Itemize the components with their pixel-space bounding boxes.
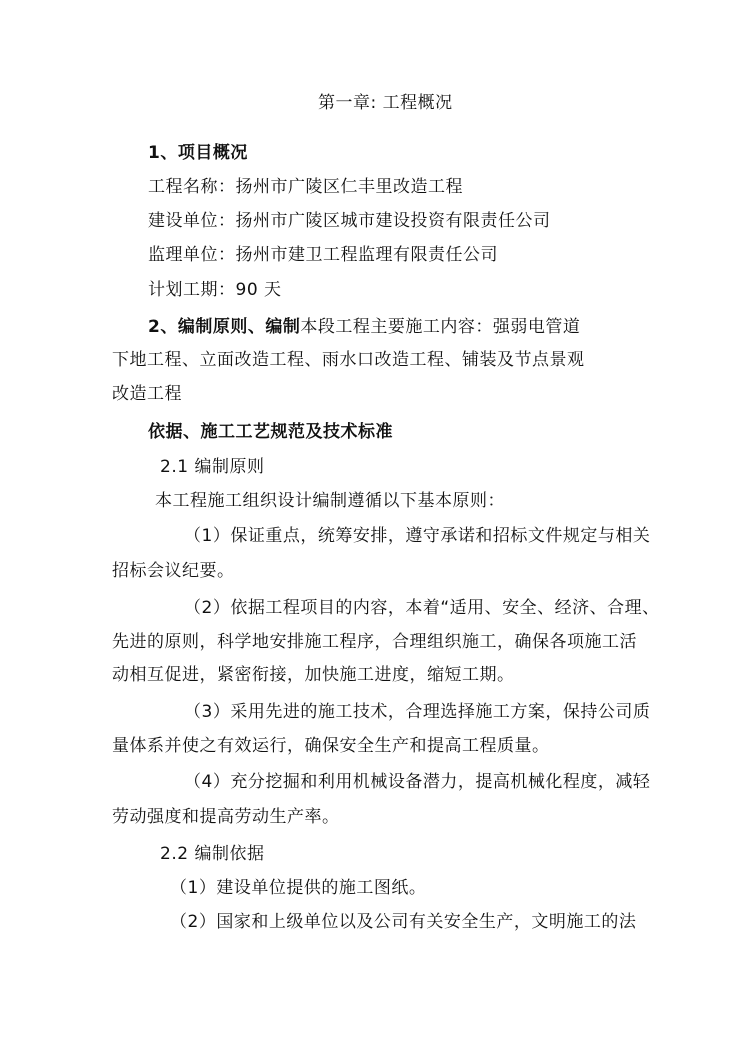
project-name-line: 工程名称：扬州市广陵区仁丰里改造工程 bbox=[148, 177, 463, 197]
section-1-heading: 1、项目概况 bbox=[148, 143, 248, 163]
period-line: 计划工期：90 天 bbox=[148, 280, 282, 300]
principle-4-line-2: 劳动强度和提高劳动生产率。 bbox=[112, 807, 340, 827]
owner-line: 建设单位：扬州市广陵区城市建设投资有限责任公司 bbox=[148, 211, 551, 231]
principle-1-line-1: （1）保证重点，统筹安排，遵守承诺和招标文件规定与相关 bbox=[184, 526, 651, 546]
section-2-subheading: 依据、施工工艺规范及技术标准 bbox=[148, 422, 393, 442]
principle-3-line-1: （3）采用先进的施工技术，合理选择施工方案，保持公司质 bbox=[184, 702, 651, 722]
section-2-line-2: 下地工程、立面改造工程、雨水口改造工程、铺装及节点景观 bbox=[112, 350, 585, 370]
principle-2-line-2: 先进的原则，科学地安排施工程序，合理组织施工，确保各项施工活 bbox=[112, 632, 637, 652]
basis-1: （1）建设单位提供的施工图纸。 bbox=[170, 878, 427, 898]
section-2-2-title: 2.2 编制依据 bbox=[160, 844, 265, 864]
chapter-title: 第一章: 工程概况 bbox=[318, 93, 453, 113]
section-2-1-title: 2.1 编制原则 bbox=[160, 457, 265, 477]
section-2-heading bbox=[148, 316, 580, 338]
principle-2-line-3: 动相互促进，紧密衔接，加快施工进度，缩短工期。 bbox=[112, 665, 515, 685]
section-2-heading-bold: 2、编制原则、编制 bbox=[148, 317, 301, 337]
section-2-line-3: 改造工程 bbox=[112, 384, 182, 404]
principle-1-line-2: 招标会议纪要。 bbox=[112, 561, 235, 581]
principle-4-line-1: （4）充分挖掘和利用机械设备潜力，提高机械化程度，减轻 bbox=[184, 772, 651, 792]
principle-3-line-2: 量体系并使之有效运行，确保安全生产和提高工程质量。 bbox=[112, 736, 550, 756]
section-2-1-intro: 本工程施工组织设计编制遵循以下基本原则： bbox=[155, 491, 505, 511]
supervisor-line: 监理单位：扬州市建卫工程监理有限责任公司 bbox=[148, 245, 498, 265]
basis-2: （2）国家和上级单位以及公司有关安全生产，文明施工的法 bbox=[170, 912, 637, 932]
principle-2-line-1: （2）依据工程项目的内容，本着“适用、安全、经济、合理、 bbox=[184, 598, 660, 618]
section-2-heading-rest: 本段工程主要施工内容：强弱电管道 bbox=[300, 317, 581, 337]
